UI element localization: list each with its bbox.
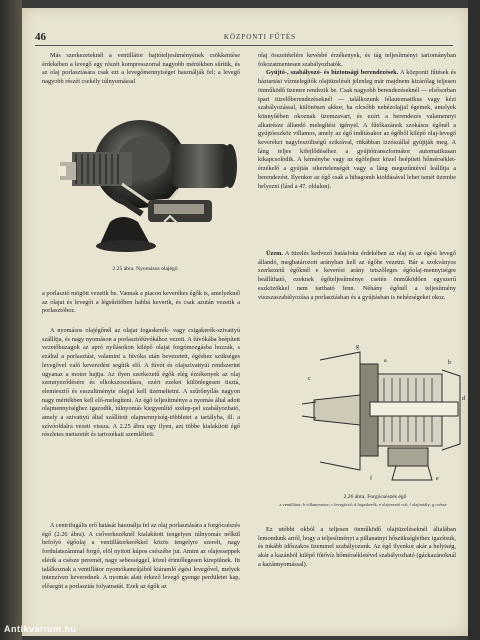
right-paragraph-1: olaj összetételére kevésbé érzékenyek, és tág teljesítményi tartományban fokozatmentesen szabályozhatók.	[258, 52, 456, 68]
page-edge-shadow	[468, 0, 480, 640]
left-paragraph-4: A centrifugális erő hatását használja fel az olaj porlasztására a forgócsészés égő (2.26 ábra). A csőverkezéknél kialakított tengelyen túlnyomás nélkül befolyó égőolaj a ventillátorkerékkel közös tengelyre szerelt, nagy fordulatszámmal forgó, elöl nyitott kúpos csészébe jut. Amint az olajesseppek elérik a csésze peremét, nagy sebességgel, közel érintőlegesen kirepülnek. Itt találkoznak a ventillátor nyomókamrájából kiáramló égési levegővel, melyek intenzíven keverednek. A nyomás alatt érkező levegő gyenge perdületet kap, elősegíti a porlasztás folyamatát. Ezek az égők az	[42, 522, 240, 590]
right-column-mid	[258, 250, 456, 330]
watermark-text: Antikvarium.hu	[4, 624, 77, 634]
svg-text:e: e	[436, 476, 439, 482]
right-paragraph-2: A központi fűtések és háztartási vízmelegítők olajtüzelését jelenleg már majdnem kizárólag teljesen önműködő üzemre rendezik be. Csak nagyobb berendezéseknél — elsősorban ipari tüzelőberendezéseknél — találkozunk félautomatikus vagy kézi szabályozással, különösen akkor, ha olcsóbb nehézolajjal égetnek, amelyek könnyűében okoznak üzemzavart, és ezért a berendezés valamennyi alkatrésze állandó melegítést igényel. A fűtőkazánok szokásos égőnél a gyújtóeszköz villamos, amely az égő indításakor az égőből kilépő olaj-levegő keveréket nagyfeszültségű szikrával, ritkábban izzószállal gyújtják meg. A láng teljes kifejlődéséhez a gyújtótranszformátor automatikusan kikapcsolódik. A kéményhe vagy az égőfejhez közel beépített hőmérséklet-érzékelő a gyújtás sikertelenségét vagy a láng megszűntével leállítja a berendezést. Ilyenkor az égő csak a hibagomb kioldásával lehet ismét üzembe helyezni (lásd a 47. oldalon).	[258, 69, 457, 190]
left-column-body	[42, 327, 240, 545]
svg-text:c: c	[308, 376, 311, 382]
svg-text:g: g	[356, 344, 359, 350]
header-rule	[35, 45, 453, 46]
right-column-bottom	[258, 526, 456, 622]
left-column-top	[42, 52, 240, 102]
section-heading-operation: Üzem.	[266, 250, 283, 257]
svg-text:a: a	[384, 358, 387, 364]
svg-text:b: b	[448, 360, 451, 366]
svg-text:f: f	[370, 476, 372, 482]
book-spine-shadow	[0, 0, 22, 640]
figure-oil-burner-image	[52, 104, 240, 264]
left-paragraph-2: a porlasztó mögött vezetik be. Vannak a piacon keverékes égők is, amelyeknél az olajat és levegőt a légsűrítőben habbá keverik, és csak azután vezetik a porlasztóhoz.	[42, 290, 240, 315]
right-paragraph-4: Ez utóbbi okból a teljesen önműködő olajtüzeléseknél általában lemondunk arról, hogy a teljesítményt a pillanatnyi hőszükséglethez igazítsuk, és inkább időszakos üzemmel szabályozunk. Az égő ilyenkor akár a helyiség, akár a kazánból kilépő fűtővíz hőmérsékletével szabályozható (gázkazánoknál a kazánnyomással).	[258, 526, 456, 568]
running-title: KÖZPONTI FŰTÉS	[223, 33, 297, 41]
section-heading-controls: Gyújtó-, szabályozó- és biztonsági berendezések.	[266, 69, 399, 77]
page-number: 46	[35, 31, 46, 43]
figure-2-caption: 2.26 ábra. Forgócsészés égő	[343, 494, 407, 500]
figure-1-caption: 2.25 ábra. Nyomásos olajégő	[112, 266, 178, 272]
figure-rotary-cup-burner-diagram	[300, 340, 470, 490]
right-paragraph-3: A tüzelés kedvező hatásfoka érdekében az olaj és az égési levegő állandó, meghatározott arányban kell az égőbe vezetni. Bár a szokványos szerkezetű égőknél e keverési arány tetszőleges égőolaj-mennyiségre beállítható, ezeknek égőteljesítménye csetén önműködően egyszerű eszközökkel nem tartható fenn. Néhány égőnél a teljesítmény viszszaszabályozása a porlasztásban és a gyújtásban is nehézségeket okoz.	[258, 250, 456, 301]
right-column-top	[258, 52, 456, 252]
left-column-mid	[42, 290, 240, 332]
left-paragraph-3: A nyomásos olajégőnél az olajat fogaskerék- vagy csigakerék-szivattyú szállítja, és nagy nyomáson a porlasztófúvókához vezeti. A fúvókába beépített vezetőhuzagok az apró nyílásokon kilépő olajat forgómozgásba hozzák, s ezáltal a porlasztást, valamint a fúvóka után bevezetett, égéshez szükséges levegővel való keveredést segítik elő. A fúvót és olajszivattyút rendszerint ugyanaz a motor hajtja. Az ilyen szerkezetű égők elég érzékenyek az olaj szennyeződésére és elkokszosodásra, ezért ezeket különlegesen tisztá, elemiesztő és esszultményte olajjal kell üzemeltetni. A szűrőnyílás nagyon nagy mértékben kell elő-melegíteni. Az égő teljesítménye a nyomás által adott olajmennyiséghez igazodik, túlnyomás kiegyenlítő szelep-pel szabályozható, amely a szivattyú által szállított olajmennyiség-többletet a tartályba, ill. a szívóoldalra vezeti vissza. A 2.25 ábra egy ilyen, azt többe kialakított égő részletes metszetét és tartozékait szemlélteti.	[42, 327, 240, 439]
svg-text:d: d	[462, 396, 465, 402]
left-paragraph-1: Más szerkezeteknél a ventillátor hajtóteljesítményének csökkentése érdekében a levegő egy részét kompresszorral nagyobb mértékben sűrítik, és az olaj porlasztására csak ezt a levegőmennyiséget használják fel; a levegő nagyobb részét csekély túlnyomással	[42, 52, 240, 86]
figure-2-legend: a ventillátor; b villanymotor; c levegőcső; d fogaskerék; e olajvezető cső; f olajtartály; g csésze	[279, 502, 447, 507]
left-column-bottom	[42, 522, 240, 622]
